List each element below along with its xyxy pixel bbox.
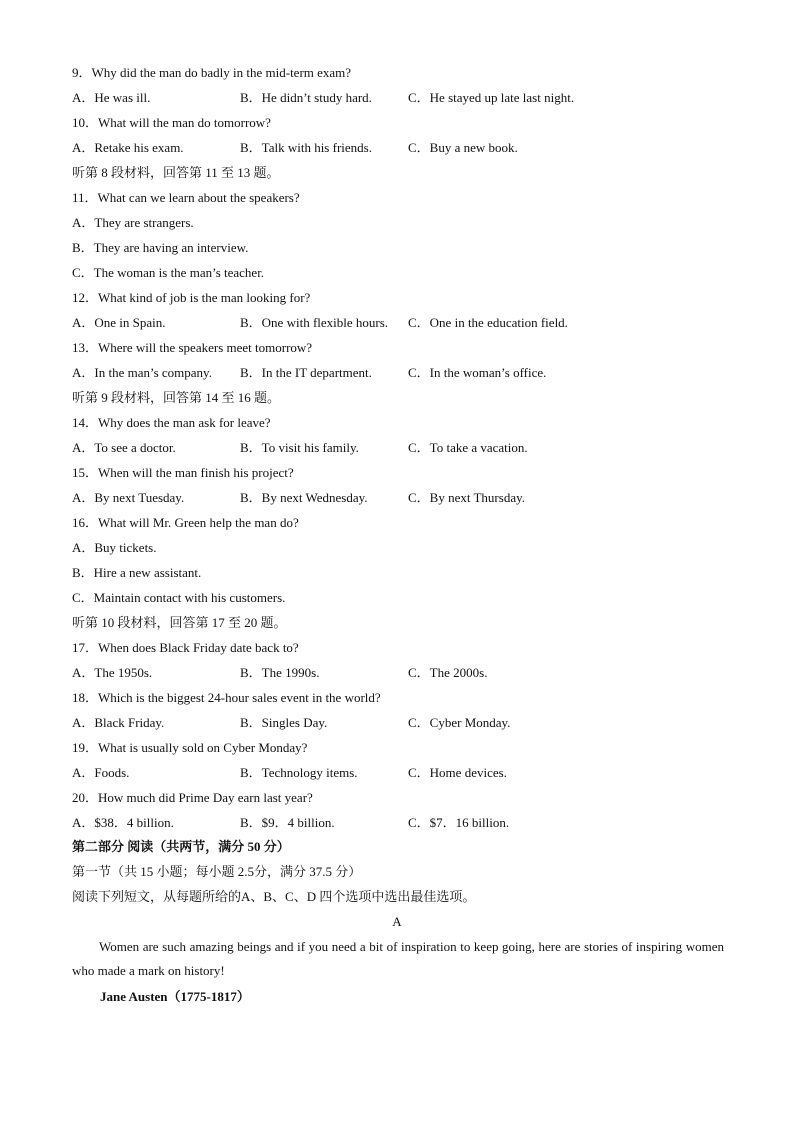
answer-option[interactable]: B．To visit his family. bbox=[240, 440, 359, 455]
section1-heading: 第一节（共 15 小题；每小题 2.5分，满分 37.5 分） bbox=[72, 864, 362, 879]
answer-option[interactable]: C．Buy a new book. bbox=[408, 140, 518, 155]
answer-option[interactable]: A．Buy tickets. bbox=[72, 540, 157, 555]
answer-option[interactable]: C．Cyber Monday. bbox=[408, 715, 511, 730]
question-stem: 10．What will the man do tomorrow? bbox=[72, 115, 271, 130]
answer-option[interactable]: A．The 1950s. bbox=[72, 665, 153, 680]
answer-option[interactable]: C．Maintain contact with his customers. bbox=[72, 590, 286, 605]
answer-option[interactable]: C．One in the education field. bbox=[408, 315, 568, 330]
answer-option[interactable]: B．Hire a new assistant. bbox=[72, 565, 202, 580]
answer-option[interactable]: A．He was ill. bbox=[72, 90, 151, 105]
question-stem: 12．What kind of job is the man looking for? bbox=[72, 290, 311, 305]
answer-option[interactable]: A．One in Spain. bbox=[72, 315, 166, 330]
question-stem: 17．When does Black Friday date back to? bbox=[72, 640, 299, 655]
passage-label: A bbox=[392, 914, 402, 929]
answer-option[interactable]: A．To see a doctor. bbox=[72, 440, 176, 455]
answer-option[interactable]: B．One with flexible hours. bbox=[240, 315, 389, 330]
answer-option[interactable]: C．The woman is the man’s teacher. bbox=[72, 265, 265, 280]
answer-option[interactable]: A．They are strangers. bbox=[72, 215, 194, 230]
answer-option[interactable]: B．Singles Day. bbox=[240, 715, 328, 730]
answer-option[interactable]: A．By next Tuesday. bbox=[72, 490, 185, 505]
answer-option[interactable]: A．In the man’s company. bbox=[72, 365, 212, 380]
question-stem: 16．What will Mr. Green help the man do? bbox=[72, 515, 299, 530]
question-stem: 19．What is usually sold on Cyber Monday? bbox=[72, 740, 308, 755]
answer-option[interactable]: C．In the woman’s office. bbox=[408, 365, 547, 380]
question-stem: 9．Why did the man do badly in the mid-term exam? bbox=[72, 65, 352, 80]
part2-heading: 第二部分 阅读（共两节，满分 50 分） bbox=[72, 839, 290, 854]
passage-intro: Women are such amazing beings and if you need a bit of inspiration to keep going, here are stories of inspiring women who made a mark on history! bbox=[72, 939, 724, 978]
answer-option[interactable]: A．$38．4 billion. bbox=[72, 815, 174, 830]
question-stem: 11．What can we learn about the speakers? bbox=[72, 190, 300, 205]
answer-option[interactable]: C．He stayed up late last night. bbox=[408, 90, 575, 105]
answer-option[interactable]: C．$7．16 billion. bbox=[408, 815, 510, 830]
listening-section-instruction: 听第 8 段材料，回答第 11 至 13 题。 bbox=[72, 165, 280, 180]
question-stem: 15．When will the man finish his project? bbox=[72, 465, 294, 480]
answer-option[interactable]: C．To take a vacation. bbox=[408, 440, 528, 455]
question-stem: 14．Why does the man ask for leave? bbox=[72, 415, 271, 430]
question-stem: 18．Which is the biggest 24-hour sales event in the world? bbox=[72, 690, 381, 705]
answer-option[interactable]: A．Black Friday. bbox=[72, 715, 165, 730]
answer-option[interactable]: C．The 2000s. bbox=[408, 665, 488, 680]
question-stem: 13．Where will the speakers meet tomorrow? bbox=[72, 340, 313, 355]
question-stem: 20．How much did Prime Day earn last year? bbox=[72, 790, 313, 805]
answer-option[interactable]: B．Technology items. bbox=[240, 765, 358, 780]
answer-option[interactable]: B．He didn’t study hard. bbox=[240, 90, 372, 105]
passage-subheading: Jane Austen（1775-1817） bbox=[100, 989, 250, 1004]
answer-option[interactable]: C．By next Thursday. bbox=[408, 490, 525, 505]
listening-section-instruction: 听第 9 段材料，回答第 14 至 16 题。 bbox=[72, 390, 281, 405]
answer-option[interactable]: C．Home devices. bbox=[408, 765, 507, 780]
answer-option[interactable]: A．Foods. bbox=[72, 765, 130, 780]
answer-option[interactable]: B．In the IT department. bbox=[240, 365, 372, 380]
answer-option[interactable]: B．Talk with his friends. bbox=[240, 140, 372, 155]
answer-option[interactable]: B．They are having an interview. bbox=[72, 240, 249, 255]
answer-option[interactable]: B．$9．4 billion. bbox=[240, 815, 335, 830]
reading-instruction: 阅读下列短文，从每题所给的A、B、C、D 四个选项中选出最佳选项。 bbox=[72, 889, 476, 904]
answer-option[interactable]: B．The 1990s. bbox=[240, 665, 320, 680]
listening-section-instruction: 听第 10 段材料，回答第 17 至 20 题。 bbox=[72, 615, 287, 630]
answer-option[interactable]: B．By next Wednesday. bbox=[240, 490, 368, 505]
answer-option[interactable]: A．Retake his exam. bbox=[72, 140, 184, 155]
